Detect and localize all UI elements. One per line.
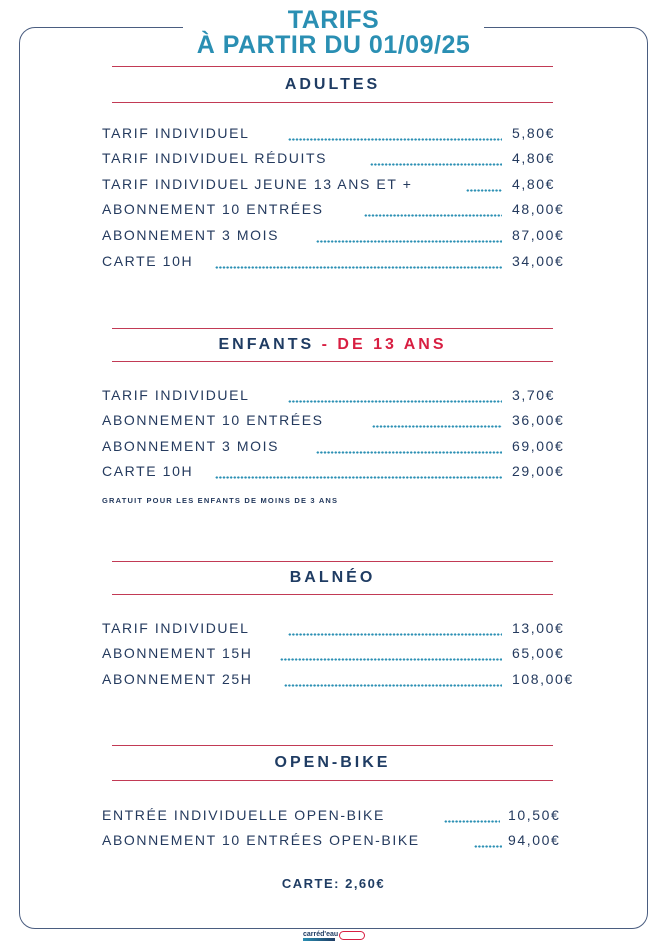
row-label: TARIF INDIVIDUEL bbox=[102, 387, 250, 403]
dot-leader bbox=[474, 845, 502, 848]
row-price: 5,80€ bbox=[512, 125, 556, 141]
dot-leader bbox=[444, 820, 500, 823]
price-row bbox=[102, 412, 582, 432]
row-price: 65,00€ bbox=[512, 645, 565, 661]
price-row bbox=[102, 387, 572, 407]
row-label: CARTE 10H bbox=[102, 253, 194, 269]
price-row bbox=[102, 125, 572, 145]
row-label: ABONNEMENT 10 ENTRÉES bbox=[102, 201, 324, 217]
row-price: 36,00€ bbox=[512, 412, 565, 428]
carte-price: CARTE: 2,60€ bbox=[281, 876, 386, 891]
row-price: 4,80€ bbox=[512, 150, 556, 166]
row-price: 48,00€ bbox=[512, 201, 565, 217]
dot-leader bbox=[370, 163, 502, 166]
row-price: 34,00€ bbox=[512, 253, 565, 269]
logo-bar bbox=[303, 938, 335, 941]
row-price: 4,80€ bbox=[512, 176, 556, 192]
row-label: ENTRÉE INDIVIDUELLE OPEN-BIKE bbox=[102, 807, 385, 823]
dot-leader bbox=[288, 633, 502, 636]
heading-text: BALNÉO bbox=[289, 569, 376, 586]
title-date: À PARTIR DU 01/09/25 bbox=[196, 31, 471, 59]
price-row bbox=[102, 463, 582, 483]
dot-leader bbox=[215, 266, 502, 269]
price-row bbox=[102, 201, 582, 221]
dot-leader bbox=[284, 684, 502, 687]
heading-text: OPEN-BIKE bbox=[274, 754, 391, 771]
heading-text: ADULTES bbox=[284, 76, 381, 93]
dot-leader bbox=[364, 214, 502, 217]
price-row bbox=[102, 671, 592, 691]
row-price: 94,00€ bbox=[508, 832, 561, 848]
dot-leader bbox=[288, 138, 502, 141]
dot-leader bbox=[288, 400, 502, 403]
price-row bbox=[102, 438, 582, 458]
price-row bbox=[102, 150, 572, 170]
price-row bbox=[102, 645, 582, 665]
dot-leader bbox=[215, 476, 502, 479]
row-label: TARIF INDIVIDUEL bbox=[102, 125, 250, 141]
row-price: 10,50€ bbox=[508, 807, 561, 823]
dot-leader bbox=[316, 240, 502, 243]
row-price: 29,00€ bbox=[512, 463, 565, 479]
heading-text: ENFANTS bbox=[218, 336, 315, 353]
row-label: ABONNEMENT 10 ENTRÉES OPEN-BIKE bbox=[102, 832, 420, 848]
heading-accent: - DE 13 ANS bbox=[314, 336, 447, 353]
price-row bbox=[102, 832, 582, 852]
row-price: 108,00€ bbox=[512, 671, 574, 687]
price-row bbox=[102, 176, 572, 196]
price-row bbox=[102, 227, 582, 247]
row-label: ABONNEMENT 3 MOIS bbox=[102, 227, 280, 243]
row-label: ABONNEMENT 3 MOIS bbox=[102, 438, 280, 454]
page-title bbox=[0, 8, 667, 58]
row-price: 3,70€ bbox=[512, 387, 556, 403]
row-label: ABONNEMENT 10 ENTRÉES bbox=[102, 412, 324, 428]
carredeau-logo bbox=[303, 931, 367, 942]
price-row bbox=[102, 253, 582, 273]
row-price: 87,00€ bbox=[512, 227, 565, 243]
logo-ring-icon bbox=[339, 931, 365, 940]
row-label: ABONNEMENT 15H bbox=[102, 645, 253, 661]
row-label: CARTE 10H bbox=[102, 463, 194, 479]
dot-leader bbox=[466, 189, 502, 192]
row-price: 69,00€ bbox=[512, 438, 565, 454]
row-price: 13,00€ bbox=[512, 620, 565, 636]
dot-leader bbox=[280, 658, 502, 661]
row-label: TARIF INDIVIDUEL RÉDUITS bbox=[102, 150, 328, 166]
section-heading-enfants bbox=[112, 328, 553, 362]
row-label: TARIF INDIVIDUEL bbox=[102, 620, 250, 636]
row-label: TARIF INDIVIDUEL JEUNE 13 ANS ET + bbox=[102, 176, 413, 192]
price-row bbox=[102, 807, 582, 827]
row-label: ABONNEMENT 25H bbox=[102, 671, 253, 687]
title-tarifs: TARIFS bbox=[287, 6, 380, 34]
children-free-note: GRATUIT POUR LES ENFANTS DE MOINS DE 3 ANS bbox=[102, 496, 339, 505]
logo-text: carréd'eau bbox=[303, 931, 339, 938]
section-heading-adultes bbox=[112, 66, 553, 103]
dot-leader bbox=[372, 425, 502, 428]
price-row bbox=[102, 620, 582, 640]
section-heading-balneo bbox=[112, 561, 553, 595]
section-heading-openbike bbox=[112, 745, 553, 781]
dot-leader bbox=[316, 451, 502, 454]
